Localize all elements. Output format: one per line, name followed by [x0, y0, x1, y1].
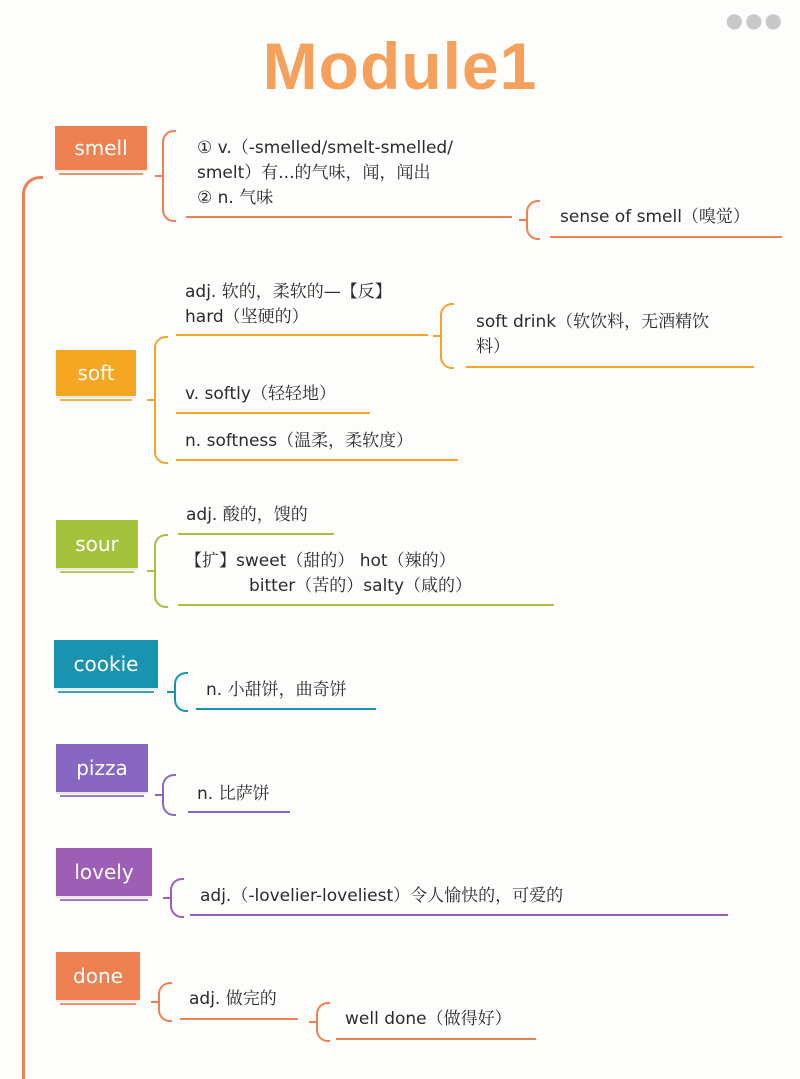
- sour-ext-underline: [178, 604, 554, 606]
- soft-adverb-underline: [176, 412, 370, 414]
- brace-cookie: [174, 672, 188, 712]
- smell-def-line3: ② n. 气味: [197, 188, 274, 208]
- brace-soft: [154, 336, 168, 464]
- smell-phrase: sense of smell（嗅觉）: [560, 207, 750, 227]
- sour-adj-underline: [178, 533, 334, 535]
- smell-underline: [186, 216, 512, 218]
- brace-pizza: [162, 774, 176, 816]
- soft-adverb: v. softly（轻轻地）: [185, 384, 336, 404]
- word-tag-cookie: cookie: [54, 640, 158, 688]
- soft-phrase-underline: [466, 366, 754, 368]
- soft-noun-underline: [176, 459, 458, 461]
- word-tag-lovely: lovely: [56, 848, 152, 896]
- lovely-underline: [190, 914, 728, 916]
- soft-phrase-line2: 料）: [476, 337, 510, 357]
- brace-done-phrase: [316, 1002, 330, 1042]
- word-tag-pizza: pizza: [56, 744, 148, 792]
- sour-ext-line2: bitter（苦的）salty（咸的）: [249, 576, 473, 596]
- pizza-underline: [188, 811, 290, 813]
- brace-lovely: [170, 878, 184, 918]
- word-tag-done: done: [56, 952, 140, 1000]
- page-title: Module1: [262, 29, 538, 103]
- word-tag-smell: smell: [55, 126, 147, 170]
- brace-done: [158, 982, 172, 1022]
- done-phrase-underline: [336, 1038, 536, 1040]
- brace-smell: [162, 130, 176, 222]
- soft-noun: n. softness（温柔，柔软度）: [185, 431, 414, 451]
- lovely-def: adj.（-lovelier-loveliest）令人愉快的，可爱的: [200, 886, 564, 906]
- brace-soft-phrase: [440, 303, 454, 369]
- smell-def-line1: ① v.（-smelled/smelt-smelled/: [197, 138, 453, 158]
- smell-def-line2: smelt）有...的气味，闻，闻出: [197, 163, 431, 183]
- more-dots-icon[interactable]: ●●●: [725, 8, 784, 32]
- mindmap-spine: [22, 176, 43, 1079]
- brace-sour: [154, 534, 168, 608]
- soft-phrase-line1: soft drink（软饮料，无酒精饮: [476, 312, 710, 332]
- done-def: adj. 做完的: [189, 989, 277, 1009]
- pizza-def: n. 比萨饼: [197, 784, 270, 804]
- word-tag-sour: sour: [56, 520, 138, 568]
- soft-adj-underline: [176, 334, 428, 336]
- word-tag-soft: soft: [56, 350, 136, 396]
- sour-ext-line1: 【扩】sweet（甜的） hot（辣的）: [185, 551, 456, 571]
- brace-smell-phrase: [526, 200, 540, 240]
- soft-adj-line2: hard（坚硬的）: [185, 307, 309, 327]
- smell-phrase-underline: [550, 236, 782, 238]
- sour-adj: adj. 酸的，馊的: [186, 505, 308, 525]
- soft-adj-line1: adj. 软的，柔软的—【反】: [185, 282, 392, 302]
- done-underline: [180, 1018, 298, 1020]
- done-phrase: well done（做得好）: [345, 1009, 512, 1029]
- cookie-underline: [196, 708, 376, 710]
- cookie-def: n. 小甜饼，曲奇饼: [206, 680, 347, 700]
